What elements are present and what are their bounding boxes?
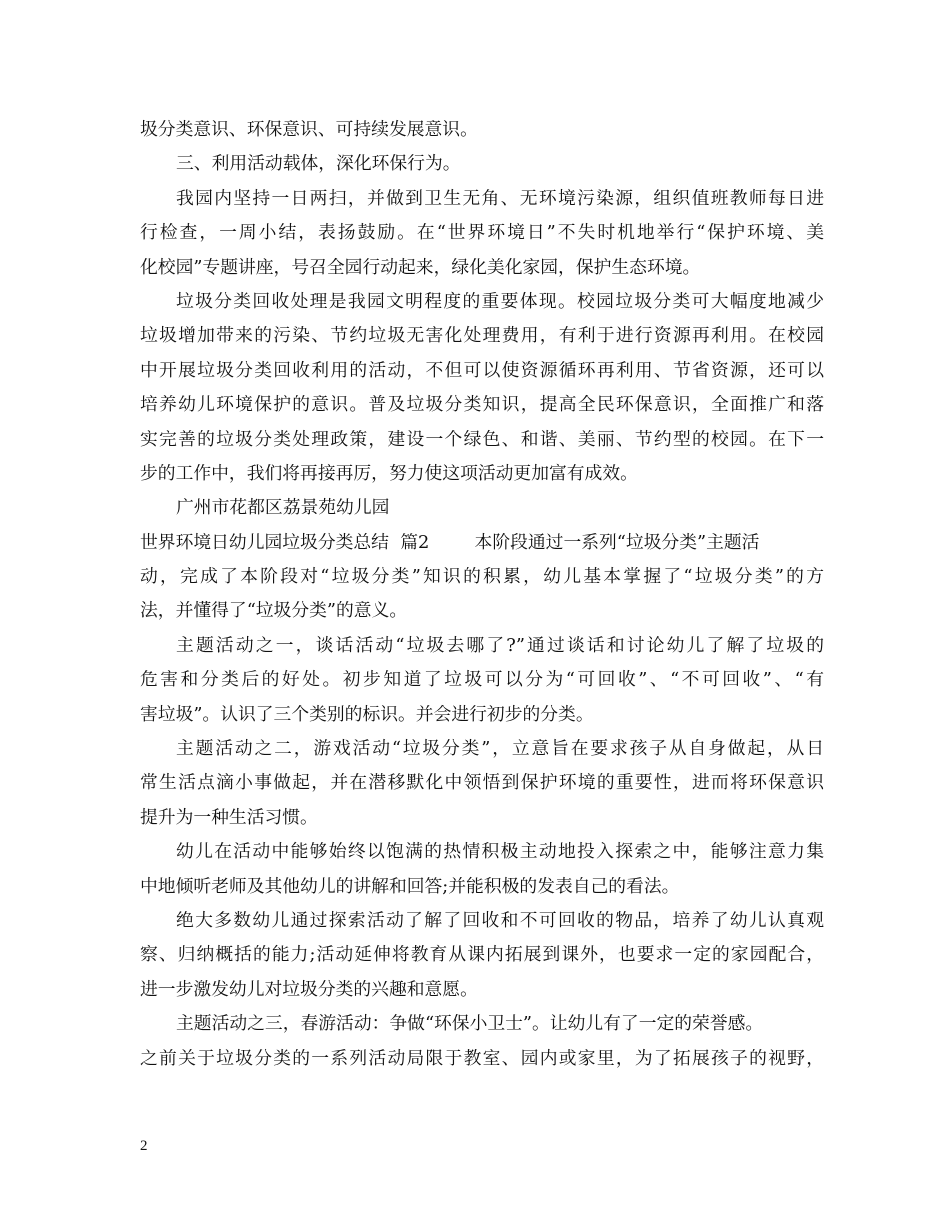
text-line: 之前关于垃圾分类的一系列活动局限于教室、园内或家里，为了拓展孩子的视野， (140, 1047, 824, 1069)
text-line: 实完善的垃圾分类处理政策，建设一个绿色、和谐、美丽、节约型的校园。在下一 (140, 428, 824, 450)
document-body (140, 113, 824, 1076)
signature-line: 广州市花都区荔景苑幼儿园 (176, 497, 390, 519)
text-line: 进一步激发幼儿对垃圾分类的兴趣和意愿。 (140, 978, 478, 1000)
text-line: 化校园”专题讲座，号召全园行动起来，绿化美化家园，保护生态环境。 (140, 256, 701, 278)
text-line: 害垃圾”。认识了三个类别的标识。并会进行初步的分类。 (140, 703, 594, 725)
text-line: 中地倾听老师及其他幼儿的讲解和回答;并能积极的发表自己的看法。 (140, 875, 680, 897)
article-title-line: 世界环境日幼儿园垃圾分类总结 篇2 本阶段通过一系列“垃圾分类”主题活 (140, 531, 760, 553)
text-line: 步的工作中，我们将再接再厉，努力使这项活动更加富有成效。 (140, 462, 638, 484)
text-line: 察、归纳概括的能力;活动延伸将教育从课内拓展到课外，也要求一定的家园配合， (140, 944, 824, 966)
text-line: 垃圾增加带来的污染、节约垃圾无害化处理费用，有利于进行资源再利用。在校园 (140, 325, 824, 347)
text-line: 中开展垃圾分类回收利用的活动，不但可以使资源循环再利用、节省资源，还可以 (140, 359, 824, 381)
text-line: 我园内坚持一日两扫，并做到卫生无角、无环境污染源，组织值班教师每日进 (176, 187, 824, 209)
text-line: 提升为一种生活习惯。 (140, 806, 318, 828)
text-line: 垃圾分类回收处理是我园文明程度的重要体现。校园垃圾分类可大幅度地减少 (176, 290, 824, 312)
page-number: 2 (140, 1138, 148, 1154)
text-line: 培养幼儿环境保护的意识。普及垃圾分类知识，提高全民环保意识，全面推广和落 (140, 394, 824, 416)
text-line: 主题活动之三，春游活动：争做“环保小卫士”。让幼儿有了一定的荣誉感。 (176, 1013, 764, 1035)
text-line: 行检查，一周小结，表扬鼓励。在“世界环境日”不失时机地举行“保护环境、美 (140, 222, 824, 244)
text-line: 圾分类意识、环保意识、可持续发展意识。 (140, 119, 478, 140)
text-line: 常生活点滴小事做起，并在潜移默化中领悟到保护环境的重要性，进而将环保意识 (140, 772, 824, 794)
text-line: 主题活动之二，游戏活动“垃圾分类”，立意旨在要求孩子从自身做起，从日 (176, 738, 824, 760)
text-line: 主题活动之一，谈话活动“垃圾去哪了?”通过谈话和讨论幼儿了解了垃圾的 (176, 634, 824, 656)
text-line: 绝大多数幼儿通过探索活动了解了回收和不可回收的物品，培养了幼儿认真观 (176, 909, 824, 931)
text-line: 法，并懂得了“垃圾分类”的意义。 (140, 600, 408, 622)
text-line: 危害和分类后的好处。初步知道了垃圾可以分为“可回收”、“不可回收”、“有 (140, 669, 824, 691)
text-line: 幼儿在活动中能够始终以饱满的热情积极主动地投入探索之中，能够注意力集 (176, 841, 824, 863)
text-line: 动，完成了本阶段对“垃圾分类”知识的积累，幼儿基本掌握了“垃圾分类”的方 (140, 566, 824, 588)
section-heading: 三、利用活动载体，深化环保行为。 (176, 153, 461, 175)
